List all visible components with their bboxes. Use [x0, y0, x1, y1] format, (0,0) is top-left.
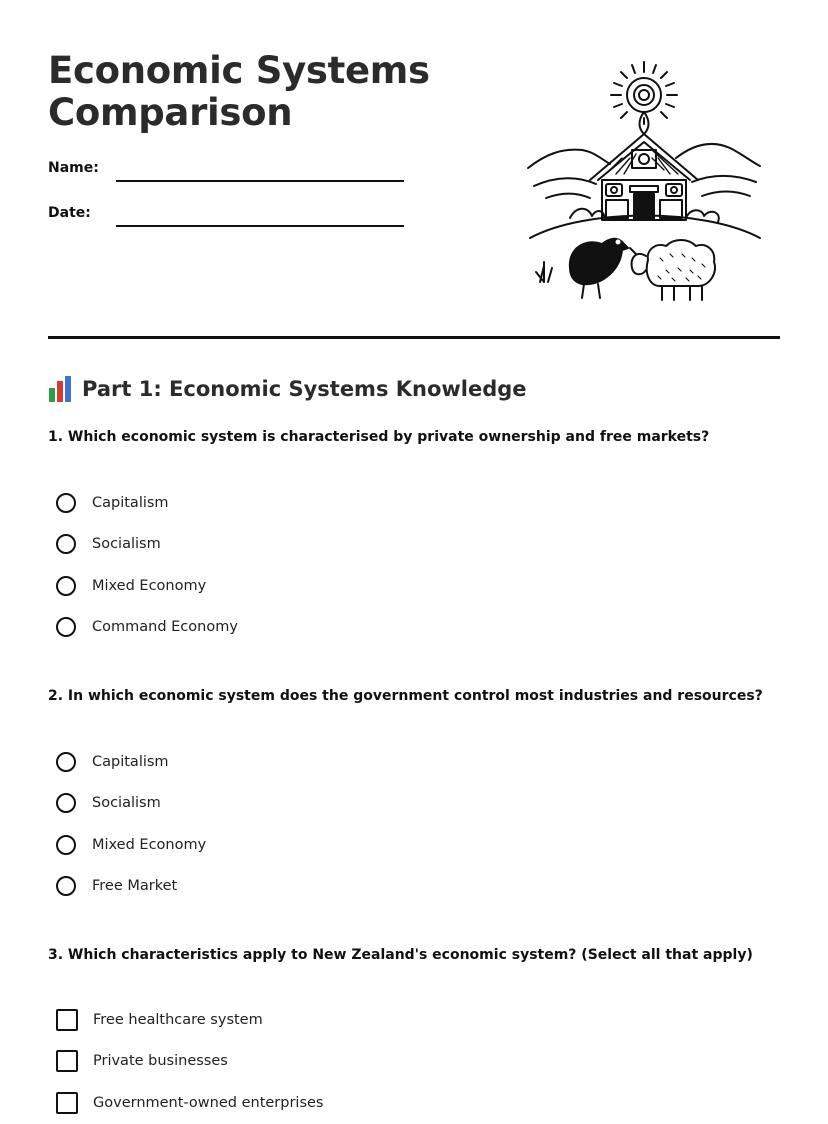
radio-button[interactable]: [56, 534, 76, 554]
option-socialism[interactable]: [56, 783, 206, 825]
option-label: Mixed Economy: [92, 577, 207, 594]
option-capitalism[interactable]: [56, 741, 206, 783]
worksheet-page: [48, 0, 780, 1118]
section-1-title: [48, 374, 527, 404]
radio-button[interactable]: [56, 752, 76, 772]
option-label: Free healthcare system: [93, 1011, 263, 1028]
checkbox[interactable]: [56, 1050, 78, 1072]
checkbox[interactable]: [56, 1009, 78, 1031]
name-input-line[interactable]: [116, 180, 404, 182]
worksheet-title: [48, 50, 430, 134]
radio-button[interactable]: [56, 617, 76, 637]
option-private-businesses[interactable]: [56, 1041, 324, 1083]
worksheet-header: [48, 0, 780, 340]
radio-button[interactable]: [56, 493, 76, 513]
radio-button[interactable]: [56, 835, 76, 855]
radio-button[interactable]: [56, 876, 76, 896]
option-socialism[interactable]: [56, 524, 238, 566]
option-label: Socialism: [92, 795, 161, 812]
option-capitalism[interactable]: [56, 482, 238, 524]
option-free-healthcare[interactable]: [56, 999, 324, 1041]
header-divider: [48, 336, 780, 339]
sun-icon: [627, 78, 661, 112]
option-free-market[interactable]: [56, 866, 206, 908]
option-label: Private businesses: [93, 1053, 228, 1070]
question-2-options: [56, 741, 206, 907]
option-label: Free Market: [92, 878, 178, 895]
option-label: Command Economy: [92, 619, 238, 636]
name-field: [48, 160, 408, 190]
question-1-options: [56, 482, 238, 648]
sun-rays: [611, 62, 677, 124]
option-government-enterprises[interactable]: [56, 1082, 324, 1124]
option-label: Capitalism: [92, 494, 169, 511]
checkbox[interactable]: [56, 1092, 78, 1114]
question-2-text: 2. In which economic system does the government control most industries and resources?: [48, 688, 763, 704]
option-mixed-economy[interactable]: [56, 824, 206, 866]
marae-kiwi-sheep-illustration: [526, 58, 764, 306]
date-field: [48, 205, 408, 235]
title-line-2: Comparison: [48, 91, 293, 134]
option-label: Socialism: [92, 536, 161, 553]
name-label: Name:: [48, 160, 99, 176]
radio-button[interactable]: [56, 576, 76, 596]
question-1-text: 1. Which economic system is characterised by private ownership and free markets?: [48, 429, 710, 445]
option-label: Capitalism: [92, 753, 169, 770]
radio-button[interactable]: [56, 793, 76, 813]
question-3-text: 3. Which characteristics apply to New Zealand's economic system? (Select all that apply): [48, 947, 753, 963]
bar-chart-icon: [48, 376, 74, 402]
question-3-options: [56, 999, 324, 1124]
title-line-1: Economic Systems: [48, 49, 430, 92]
option-command-economy[interactable]: [56, 607, 238, 649]
option-mixed-economy[interactable]: [56, 565, 238, 607]
option-label: Mixed Economy: [92, 836, 207, 853]
date-label: Date:: [48, 205, 91, 221]
section-1-title-text: Part 1: Economic Systems Knowledge: [82, 377, 527, 401]
date-input-line[interactable]: [116, 225, 404, 227]
option-label: Government-owned enterprises: [93, 1094, 324, 1111]
